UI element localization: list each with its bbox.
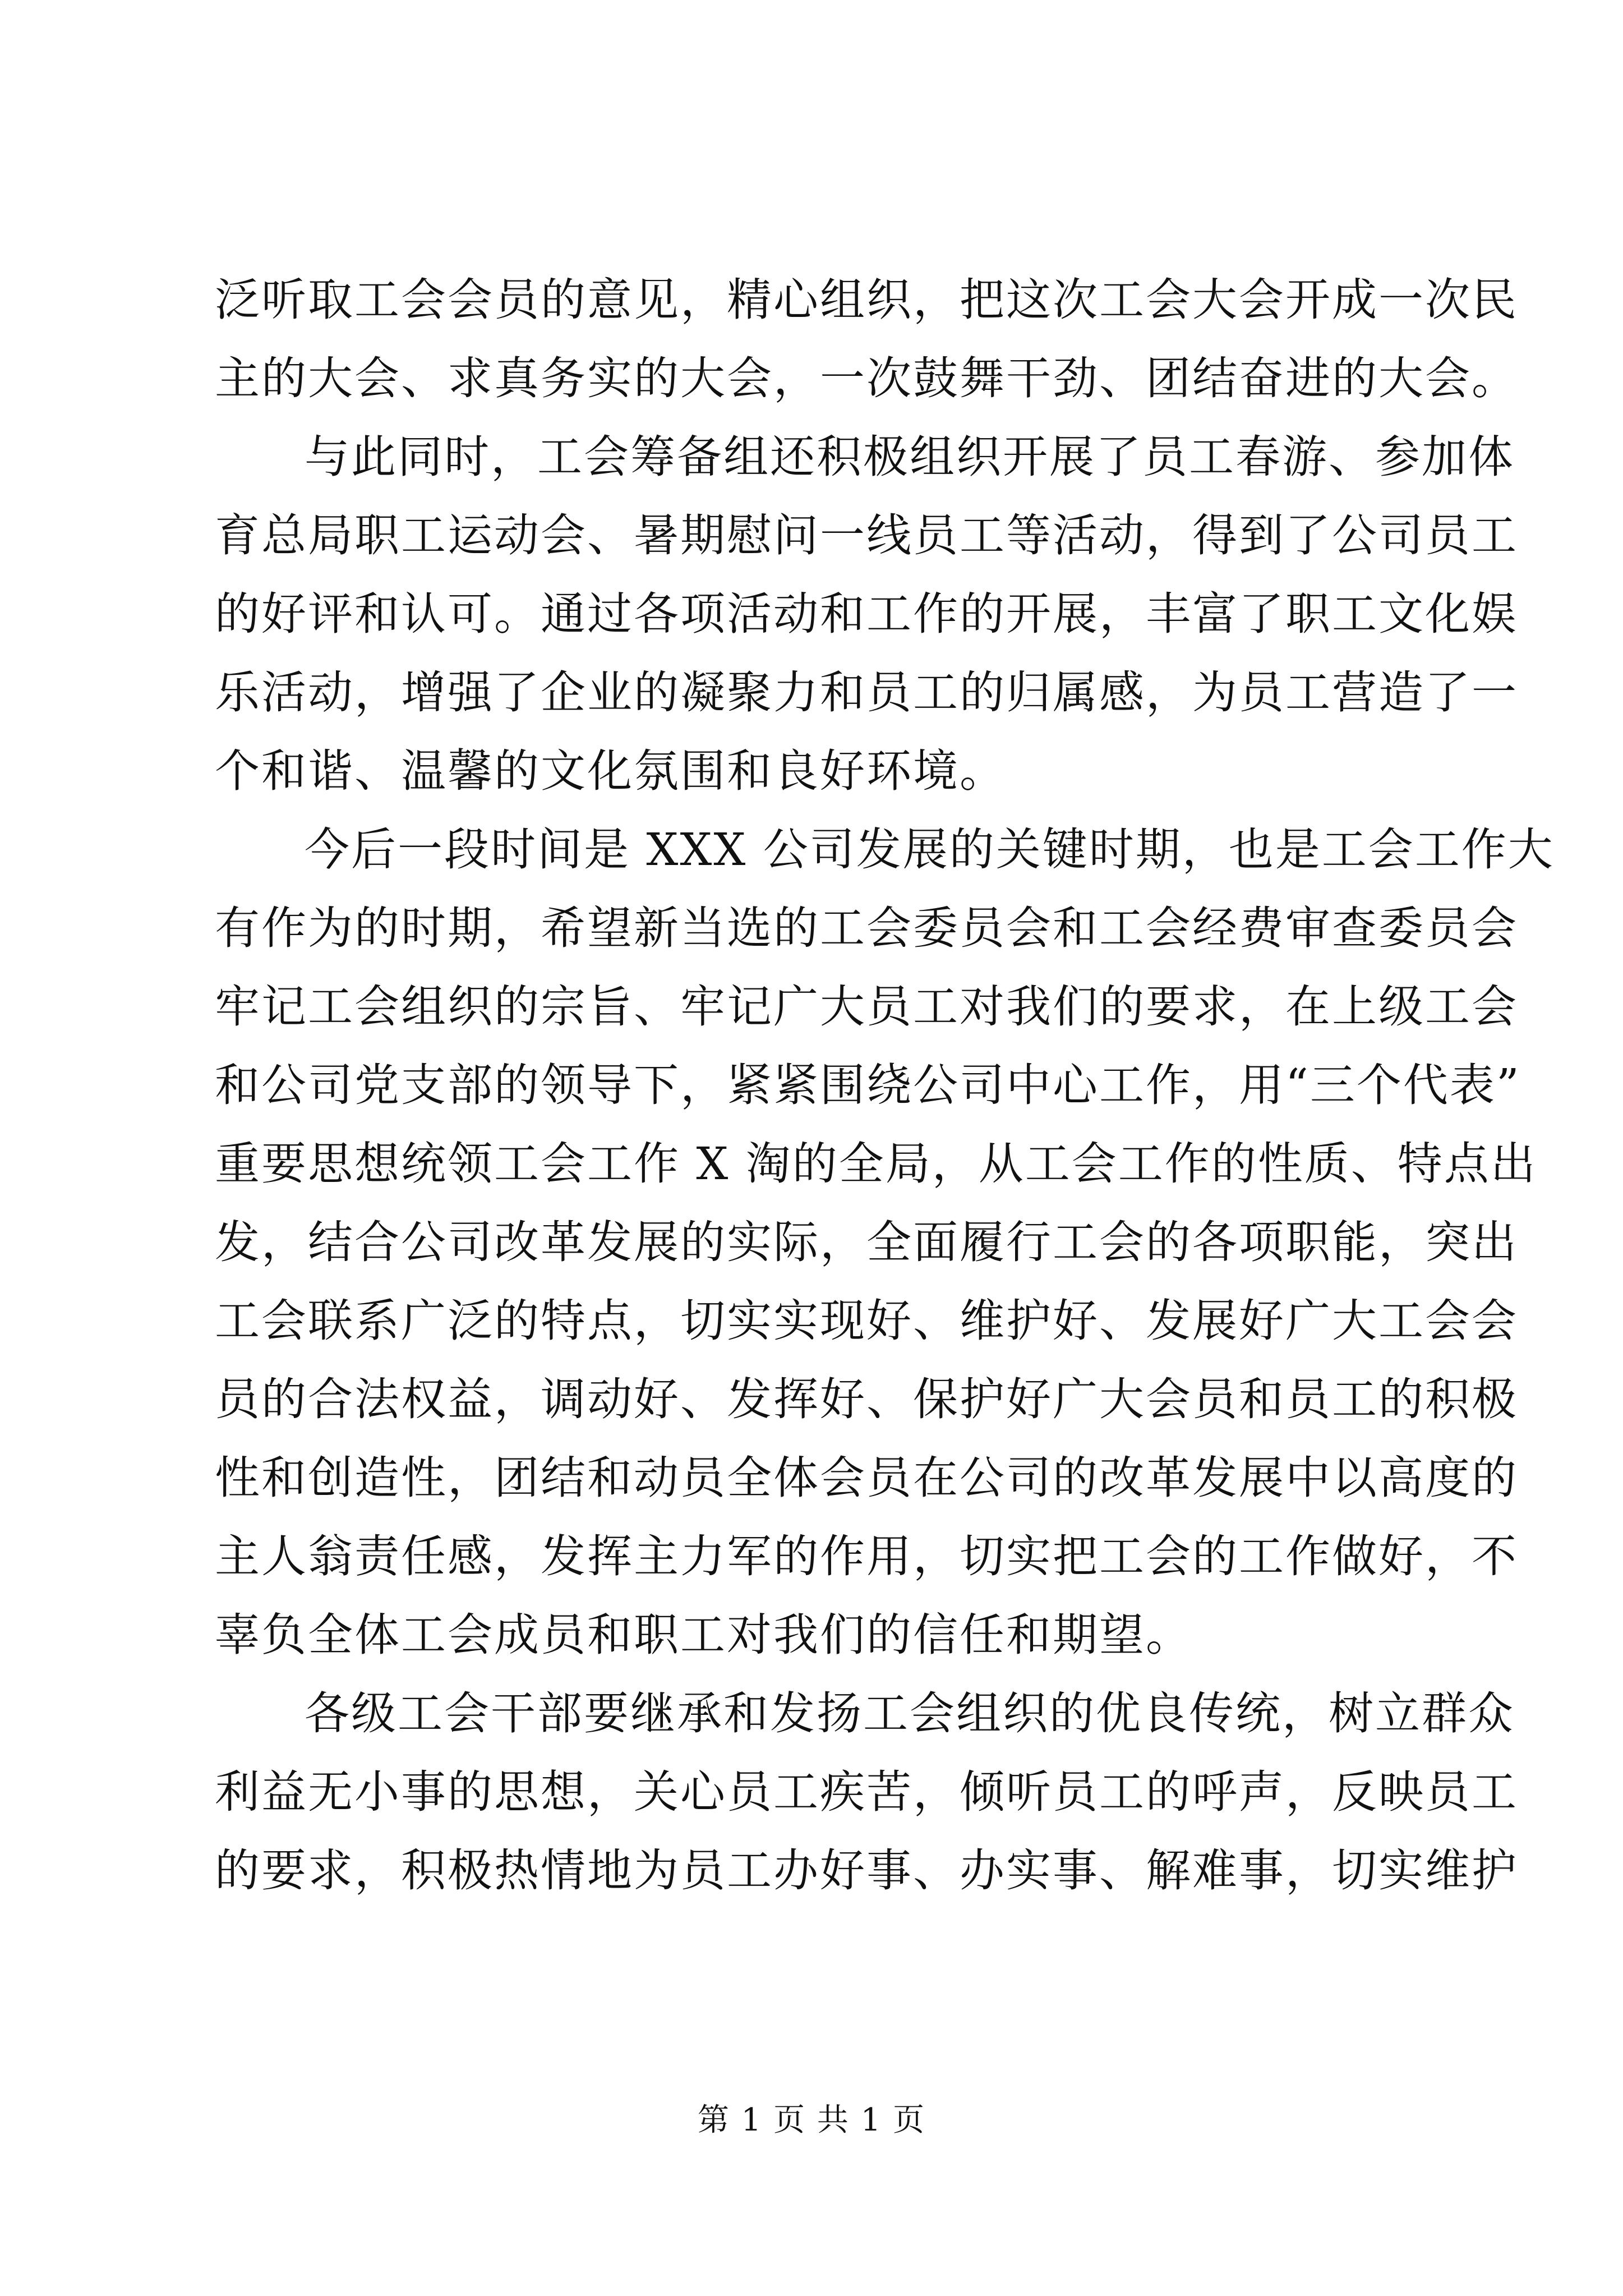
text-line: 的好评和认可。通过各项活动和工作的开展，丰富了职工文化娱	[215, 588, 1518, 640]
text-line: 牢记工会组织的宗旨、牢记广大员工对我们的要求，在上级工会	[215, 981, 1518, 1033]
text-line: 泛听取工会会员的意见，精心组织，把这次工会大会开成一次民	[215, 274, 1518, 326]
text-line: 重要思想统领工会工作 X 淘的全局，从工会工作的性质、特点出	[215, 1138, 1537, 1190]
text-line: 主人翁责任感，发挥主力军的作用，切实把工会的工作做好，不	[215, 1530, 1518, 1582]
paragraph-start-line: 各级工会干部要继承和发扬工会组织的优良传统，树立群众	[305, 1687, 1515, 1740]
page-number: 第 1 页 共 1 页	[697, 2102, 926, 2138]
text-line: 辜负全体工会成员和职工对我们的信任和期望。	[215, 1609, 1192, 1661]
paragraph-start-line: 与此同时，工会筹备组还积极组织开展了员工春游、参加体	[305, 431, 1515, 483]
text-line: 有作为的时期，希望新当选的工会委员会和工会经费审查委员会	[215, 902, 1518, 954]
text-line: 工会联系广泛的特点，切实实现好、维护好、发展好广大工会会	[215, 1295, 1518, 1347]
text-line: 个和谐、温馨的文化氛围和良好环境。	[215, 745, 1006, 797]
text-line: 和公司党支部的领导下，紧紧围绕公司中心工作，用“三个代表”	[215, 1059, 1521, 1111]
page-footer	[0, 2101, 1623, 2140]
text-line: 主的大会、求真务实的大会，一次鼓舞干劲、团结奋进的大会。	[215, 352, 1518, 404]
document-body	[215, 261, 1555, 1910]
text-line: 性和创造性，团结和动员全体会员在公司的改革发展中以高度的	[215, 1452, 1518, 1504]
paragraph-start-line: 今后一段时间是 XXX 公司发展的关键时期，也是工会工作大	[305, 823, 1555, 876]
text-line: 利益无小事的思想，关心员工疾苦，倾听员工的呼声，反映员工	[215, 1766, 1518, 1818]
text-line: 的要求，积极热情地为员工办好事、办实事、解难事，切实维护	[215, 1844, 1518, 1897]
text-line: 员的合法权益，调动好、发挥好、保护好广大会员和员工的积极	[215, 1373, 1518, 1425]
text-line: 育总局职工运动会、暑期慰问一线员工等活动，得到了公司员工	[215, 509, 1518, 562]
text-line: 乐活动，增强了企业的凝聚力和员工的归属感，为员工营造了一	[215, 666, 1518, 719]
text-line: 发，结合公司改革发展的实际，全面履行工会的各项职能，突出	[215, 1216, 1518, 1268]
